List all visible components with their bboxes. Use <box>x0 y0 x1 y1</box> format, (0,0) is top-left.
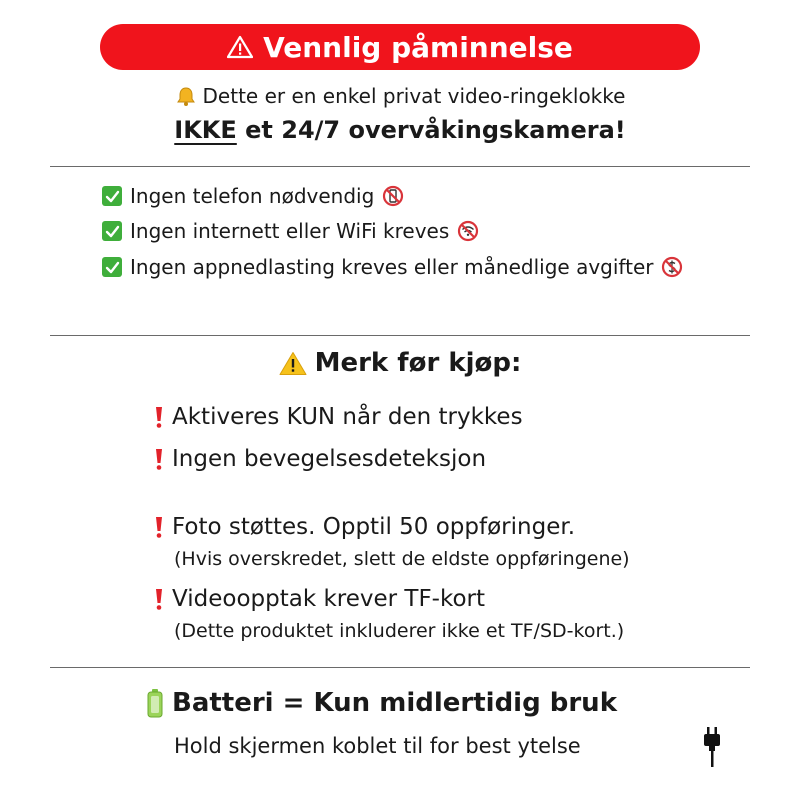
exclamation-icon <box>152 405 166 429</box>
check-item <box>102 184 404 208</box>
check-text: Ingen telefon nødvendig <box>130 184 375 208</box>
battery-note: Hold skjermen koblet til for best ytelse <box>174 734 581 758</box>
exclamation-icon <box>152 587 166 611</box>
ikke-text: IKKE <box>174 116 237 144</box>
battery-heading <box>146 688 617 718</box>
exclamation-icon <box>152 515 166 539</box>
check-text: Ingen internett eller WiFi kreves <box>130 219 450 243</box>
check-item <box>102 219 479 243</box>
intro-line1-text: Dette er en enkel privat video-ringeklokke <box>202 84 626 108</box>
notice-item <box>152 586 485 612</box>
notice-item-note: (Dette produktet inkluderer ikke et TF/SD-kort.) <box>174 620 625 642</box>
no-wifi-icon <box>457 220 479 242</box>
intro-line <box>0 84 800 108</box>
divider-1 <box>50 166 750 167</box>
reminder-banner <box>100 24 700 70</box>
notice-item-note: (Hvis overskredet, slett de eldste oppføringene) <box>174 548 630 570</box>
warning-icon <box>227 35 253 59</box>
notice-heading <box>0 348 800 378</box>
plug-icon <box>702 726 722 768</box>
notice-title: Merk før kjøp: <box>314 348 522 378</box>
notice-item-text: Foto støttes. Opptil 50 oppføringer. <box>172 514 576 540</box>
check-icon <box>102 221 122 241</box>
check-item <box>102 255 683 279</box>
bell-icon <box>175 85 197 107</box>
battery-title: Batteri = Kun midlertidig bruk <box>172 688 617 718</box>
notice-item <box>152 446 486 472</box>
divider-2 <box>50 335 750 336</box>
notice-item <box>152 404 523 430</box>
exclamation-icon <box>152 447 166 471</box>
headline-rest: et 24/7 overvåkingskamera! <box>236 116 626 144</box>
intro-headline <box>0 116 800 144</box>
check-icon <box>102 186 122 206</box>
warning-icon <box>279 351 307 376</box>
no-phone-icon <box>382 185 404 207</box>
notice-item-text: Ingen bevegelsesdeteksjon <box>172 446 487 472</box>
battery-icon <box>146 688 164 718</box>
notice-item <box>152 514 575 540</box>
no-money-icon <box>661 256 683 278</box>
notice-item-text: Aktiveres KUN når den trykkes <box>172 404 523 430</box>
check-text: Ingen appnedlasting kreves eller månedlige avgifter <box>130 255 654 279</box>
check-icon <box>102 257 122 277</box>
banner-title: Vennlig påminnelse <box>263 30 573 64</box>
divider-3 <box>50 667 750 668</box>
notice-item-text: Videoopptak krever TF-kort <box>172 586 486 612</box>
